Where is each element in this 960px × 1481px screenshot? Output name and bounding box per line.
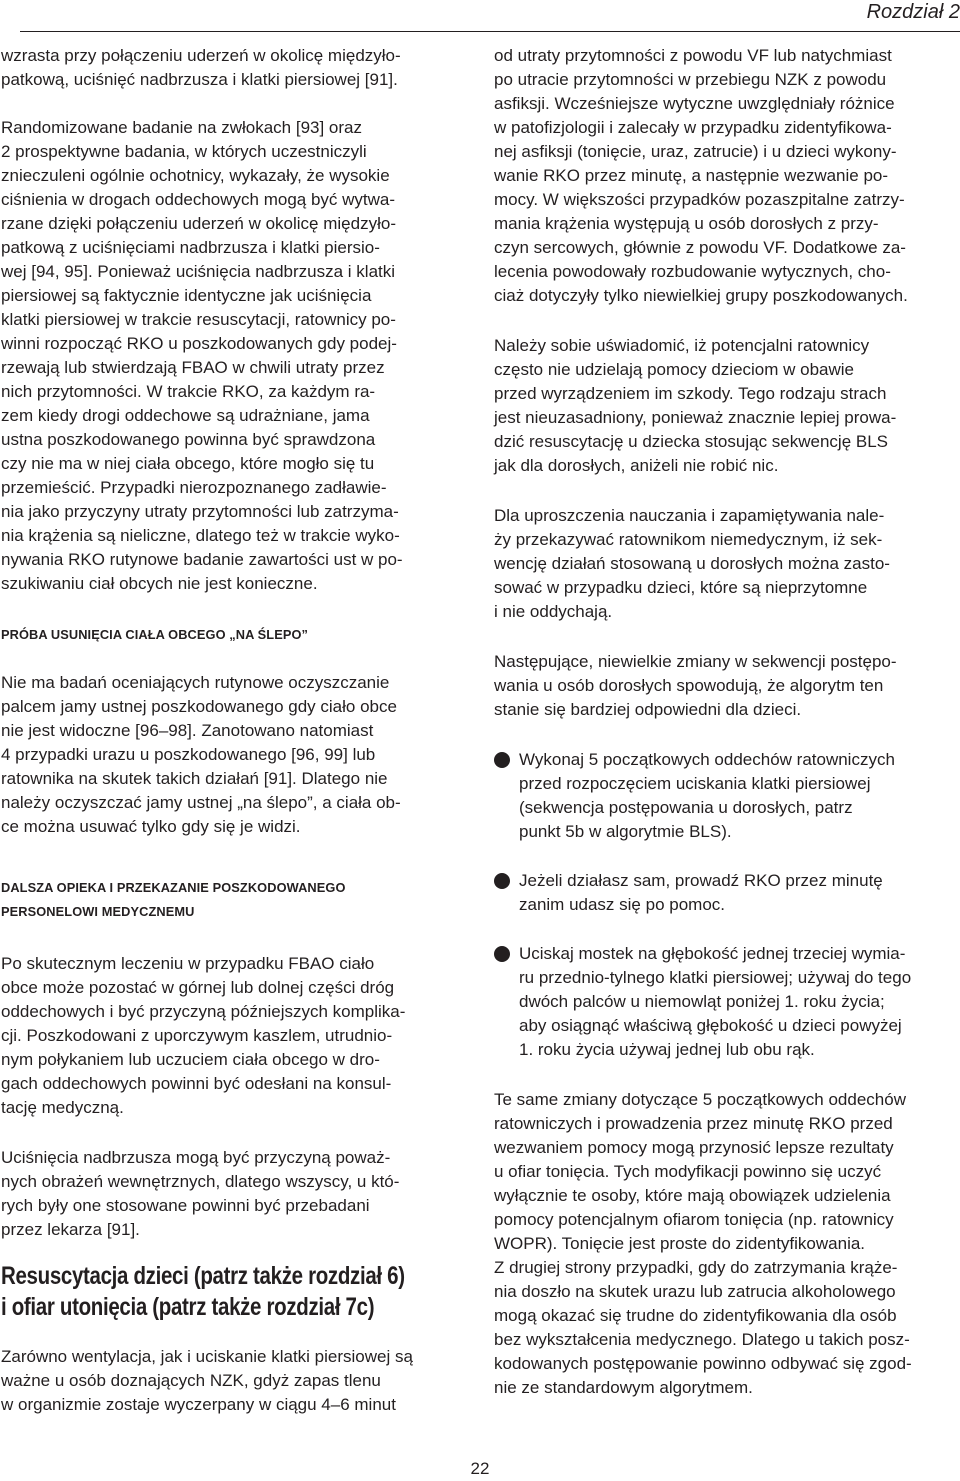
bullet-list bbox=[494, 748, 959, 1062]
list-item-text: Wykonaj 5 początkowych oddechów ratowniczych przed rozpoczęciem uciskania klatki piersiowej (sekwencja postępowania u dorosłych, patrz punkt 5b w algorytmie BLS). bbox=[519, 750, 895, 841]
paragraph: od utraty przytomności z powodu VF lub natychmiast po utracie przytomności w przebiegu NZK z powodu asfiksji. Wcześniejsze wytyczne uwzględniały różnice w patofizjologii i zalecały w przypadku zidentyfikowa- nej asfiksji (tonięcie, uraz, zatrucie) i u dzieci wykony- wanie RKO przez minutę, a następnie wezwanie po- mocy. W większości przypadków pozaszpitalne zatrzy- mania krążenia występują u osób dorosłych z przy- czyn sercowych, głównie z powodu VF. Dodatkowe za- lecenia powodowały rozbudowanie wytycznych, cho- ciaż dotyczyły tylko niewielkiej grupy poszkodowanych. bbox=[494, 46, 908, 305]
bullet-icon bbox=[494, 946, 510, 962]
paragraph: Po skutecznym leczeniu w przypadku FBAO ciało obce może pozostać w górnej lub dolnej części dróg oddechowych i być przyczyną późniejszych komplika- cji. Poszkodowani z uporczywym kaszlem, utrudnio- nym połykaniem lub uczuciem ciała obcego w dro- gach oddechowych powinni być odesłani na konsul- tację medyczną. bbox=[1, 954, 406, 1117]
paragraph: Należy sobie uświadomić, iż potencjalni ratownicy często nie udzielają pomocy dzieciom w obawie przed wyrządzeniem im szkody. Tego rodzaju strach jest nieuzasadniony, ponieważ znacznie lepiej prowa- dzić resuscytację u dziecka stosując sekwencję BLS jak dla dorosłych, aniżeli nie robić nic. bbox=[494, 336, 897, 475]
paragraph: Następujące, niewielkie zmiany w sekwencji postępo- wania u osób dorosłych spowodują, że algorytm ten stanie się bardziej odpowiedni dla dzieci. bbox=[494, 652, 897, 719]
list-item bbox=[494, 942, 959, 1062]
chapter-title: Rozdział 2 bbox=[866, 1, 960, 23]
section-heading: PRÓBA USUNIĘCIA CIAŁA OBCEGO „NA ŚLEPO” bbox=[1, 627, 309, 642]
list-item-text: Jeżeli działasz sam, prowadź RKO przez minutę zanim udasz się po pomoc. bbox=[519, 871, 883, 914]
chapter-header bbox=[20, 0, 960, 32]
paragraph: Randomizowane badanie na zwłokach [93] oraz 2 prospektywne badania, w których uczestniczyli znieczuleni ogólnie ochotnicy, wykazały, że wysokie ciśnienia w drogach oddechowych mogą być wytwa- rzane dzięki połączeniu uderzeń w okolicę międzyło- patkową z uciśnięciami nadbrzusza i klatki piersio- wej [94, 95]. Ponieważ uciśnięcia nadbrzusza i klatki piersiowej są faktycznie identyczne jak uciśnięcia klatki piersiowej w trakcie resuscytacji, ratownicy po- winni rozpocząć RKO u poszkodowanych gdy podej- rzewają lub stwierdzają FBAO w chwili utraty przez nich przytomności. W trakcie RKO, za każdym ra- zem kiedy drogi oddechowe są udrażniane, jama ustna poszkodowanego powinna być sprawdzona czy nie ma w niej ciała obcego, które mogło się tu przemieścić. Przypadki nierozpoznanego zadławie- nia jako przyczyny utraty przytomności lub zatrzyma- nia krążenia są nieliczne, dlatego też w trakcie wyko- nywania RKO rutynowe badanie zawartości ust w po- szukiwaniu ciał obcych nie jest konieczne. bbox=[1, 118, 403, 593]
page-number: 22 bbox=[470, 1459, 490, 1478]
paragraph: Dla uproszczenia nauczania i zapamiętywania nale- ży przekazywać ratownikom niemedycznym, iż sek- wencję działań stosowaną u dorosłych można zasto- sować w przypadku dzieci, które są nieprzytomne i nie oddychają. bbox=[494, 506, 890, 621]
paragraph: Uciśnięcia nadbrzusza mogą być przyczyną poważ- nych obrażeń wewnętrznych, dlatego wszyscy, u któ- rych były one stosowane powinni być przebadani przez lekarza [91]. bbox=[1, 1148, 400, 1239]
section-heading: DALSZA OPIEKA I PRZEKAZANIE POSZKODOWANEGO PERSONELOWI MEDYCZNEMU bbox=[1, 880, 346, 919]
bullet-icon bbox=[494, 873, 510, 889]
list-item bbox=[494, 869, 959, 917]
right-column bbox=[494, 44, 959, 1400]
paragraph: Nie ma badań oceniających rutynowe oczyszczanie palcem jamy ustnej poszkodowanego gdy ciało obce nie jest widoczne [96–98]. Zanotowano natomiast 4 przypadki urazu u poszkodowanego [96, 99] lub ratownika na skutek takich działań [91]. Dlatego nie należy oczyszczać jamy ustnej „na ślepo”, a ciała ob- ce można usuwać tylko gdy się je widzi. bbox=[1, 673, 401, 836]
paragraph: Zarówno wentylacja, jak i uciskanie klatki piersiowej są ważne u osób doznających NZK, gdyż zapas tlenu w organizmie zostaje wyczerpany w ciągu 4–6 minut bbox=[1, 1347, 413, 1414]
list-item bbox=[494, 748, 959, 844]
bullet-icon bbox=[494, 752, 510, 768]
left-column bbox=[1, 44, 466, 1417]
section-title: Resuscytacja dzieci (patrz także rozdział 6) i ofiar utonięcia (patrz także rozdział 7c) bbox=[1, 1262, 405, 1321]
paragraph: wzrasta przy połączeniu uderzeń w okolicę międzyło- patkową, uciśnięć nadbrzusza i klatki piersiowej [91]. bbox=[1, 46, 401, 89]
list-item-text: Uciskaj mostek na głębokość jednej trzeciej wymia- ru przednio-tylnego klatki piersiowej; używaj do tego dwóch palców u niemowląt poniżej 1. roku życia; aby osiągnąć właściwą głębokość u dzieci powyżej 1. roku życia używaj jednej lub obu rąk. bbox=[519, 944, 912, 1059]
paragraph: Te same zmiany dotyczące 5 początkowych oddechów ratowniczych i prowadzenia przez minutę RKO przed wezwaniem pomocy mogą przynosić lepsze rezultaty u ofiar tonięcia. Tych modyfikacji powinno się uczyć wyłącznie te osoby, które mają obowiązek udzielenia pomocy potencjalnym ofiarom tonięcia (np. ratownicy WOPR). Tonięcie jest proste do zidentyfikowania. Z drugiej strony przypadki, gdy do zatrzymania krąże- nia doszło na skutek urazu lub zatrucia alkoholowego mogą okazać się trudne do zidentyfikowania dla osób bez wykształcenia medycznego. Dlatego u takich posz- kodowanych postępowanie powinno odbywać się zgod- nie ze standardowym algorytmem. bbox=[494, 1090, 912, 1397]
